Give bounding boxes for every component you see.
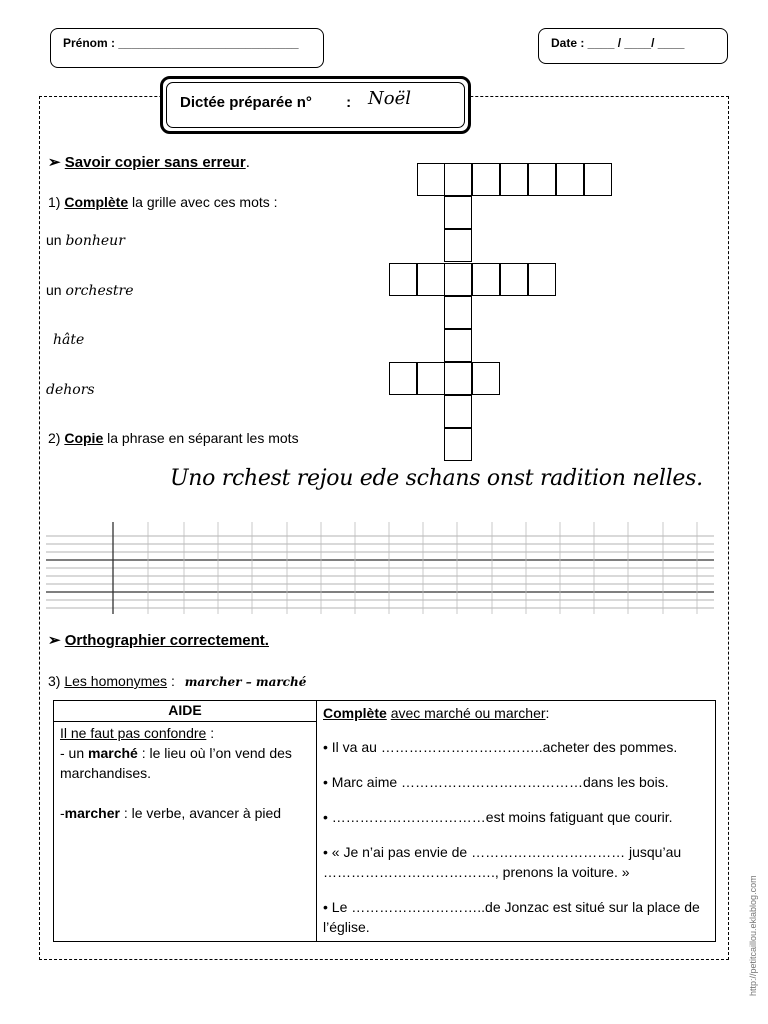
crossword-cell[interactable] <box>417 163 445 196</box>
writing-lines[interactable] <box>46 522 714 614</box>
aide-header: AIDE <box>54 701 317 722</box>
crossword-cell[interactable] <box>444 329 472 362</box>
question-1 <box>48 194 278 210</box>
word-text: hâte <box>53 332 85 348</box>
title-theme: Noël <box>368 88 411 109</box>
q1-text: la grille avec ces mots : <box>132 194 278 210</box>
crossword-cell[interactable] <box>417 263 445 296</box>
question-3 <box>48 673 306 689</box>
word-text: orchestre <box>65 283 134 299</box>
site-watermark <box>742 846 762 996</box>
crossword-cell[interactable] <box>444 296 472 329</box>
aide-item-2-term: marcher <box>64 804 120 821</box>
word-article: un <box>46 282 62 298</box>
crossword-cell[interactable] <box>472 263 500 296</box>
exercise-verb: Complète <box>323 705 387 721</box>
aide-item-2-prefix: - <box>60 804 65 821</box>
crossword-cell[interactable] <box>528 263 556 296</box>
q3-label: Les homonymes <box>64 673 168 689</box>
question-2 <box>48 430 332 446</box>
aide-cell <box>54 721 317 941</box>
aide-item-2-definition: : le verbe, avancer à pied <box>123 804 282 821</box>
crossword-cell[interactable] <box>444 163 472 196</box>
title-colon: : <box>346 94 352 111</box>
word-item <box>46 232 125 249</box>
prenom-label: Prénom : ___________________________ <box>63 36 299 50</box>
q2-number: 2) <box>48 430 61 446</box>
q1-verb: Complète <box>64 194 129 210</box>
crossword-cell[interactable] <box>444 395 472 428</box>
q2-verb: Copie <box>64 430 104 446</box>
title-label: Dictée préparée n° <box>180 94 312 111</box>
q3-words: marcher – marché <box>184 675 307 689</box>
section-1-heading <box>48 153 250 171</box>
section-1-title: Savoir copier sans erreur <box>64 154 246 171</box>
q3-colon: : <box>170 673 175 689</box>
exercise-sentence[interactable]: • « Je n’ai pas envie de …………………………… jusqu’au ………………………………., prenons la voiture. » <box>323 844 682 880</box>
exercise-instruction: avec marché ou marcher <box>390 705 546 721</box>
watermark-text: http://petitcaillou.eklablog.com <box>748 875 758 996</box>
exercise-sentence[interactable]: • Il va au ……………………………..acheter des pommes. <box>323 739 678 755</box>
date-field[interactable] <box>538 28 728 64</box>
crossword-cell[interactable] <box>444 263 472 296</box>
crossword-cell[interactable] <box>500 263 528 296</box>
aide-item-1-definition: : le lieu où l’on vend des marchandises. <box>60 744 292 781</box>
arrow-bullet-icon: ➢ <box>48 632 61 649</box>
crossword-cell[interactable] <box>389 362 417 395</box>
crossword-cell[interactable] <box>472 163 500 196</box>
crossword-cell[interactable] <box>528 163 556 196</box>
section-2-title: Orthographier correctement. <box>64 632 269 649</box>
word-text: bonheur <box>65 233 125 249</box>
sentence-to-copy: Uno rchest rejou ede schans onst radition nelles. <box>170 466 703 491</box>
word-item <box>46 282 134 299</box>
exercise-sentence[interactable]: • ……………………………est moins fatiguant que courir. <box>323 809 673 825</box>
crossword-cell[interactable] <box>444 229 472 262</box>
q2-text: la phrase en séparant les mots <box>107 430 299 446</box>
date-label: Date : ____ / ____/ ____ <box>551 36 685 50</box>
crossword-cell[interactable] <box>556 163 584 196</box>
crossword-cell[interactable] <box>472 362 500 395</box>
aide-item-1-term: marché <box>88 744 138 761</box>
exercise-sentence[interactable]: • Le ………………………..de Jonzac est situé sur la place de l’église. <box>323 899 700 935</box>
crossword-cell[interactable] <box>444 362 472 395</box>
word-article: un <box>46 232 62 248</box>
page-title <box>180 94 351 111</box>
exercise-sentence[interactable]: • Marc aime …………………………………dans les bois. <box>323 774 669 790</box>
crossword-cell[interactable] <box>444 428 472 461</box>
q3-number: 3) <box>48 673 61 689</box>
crossword-cell[interactable] <box>444 196 472 229</box>
aide-item-1-prefix: - un <box>60 744 85 761</box>
section-2-heading <box>48 631 269 649</box>
crossword-cell[interactable] <box>500 163 528 196</box>
q1-number: 1) <box>48 194 61 210</box>
section-1-punct: . <box>245 154 250 171</box>
aide-intro-colon: : <box>210 724 215 741</box>
word-text: dehors <box>46 382 95 398</box>
prenom-field[interactable] <box>50 28 324 68</box>
crossword-cell[interactable] <box>584 163 612 196</box>
crossword-cell[interactable] <box>389 263 417 296</box>
word-item <box>46 381 95 398</box>
word-item <box>53 331 84 348</box>
arrow-bullet-icon: ➢ <box>48 154 61 171</box>
exercise-colon: : <box>545 705 550 721</box>
homonym-table <box>53 700 716 942</box>
exercise-cell <box>317 701 716 942</box>
crossword-cell[interactable] <box>417 362 445 395</box>
aide-intro: Il ne faut pas confondre <box>60 724 207 741</box>
